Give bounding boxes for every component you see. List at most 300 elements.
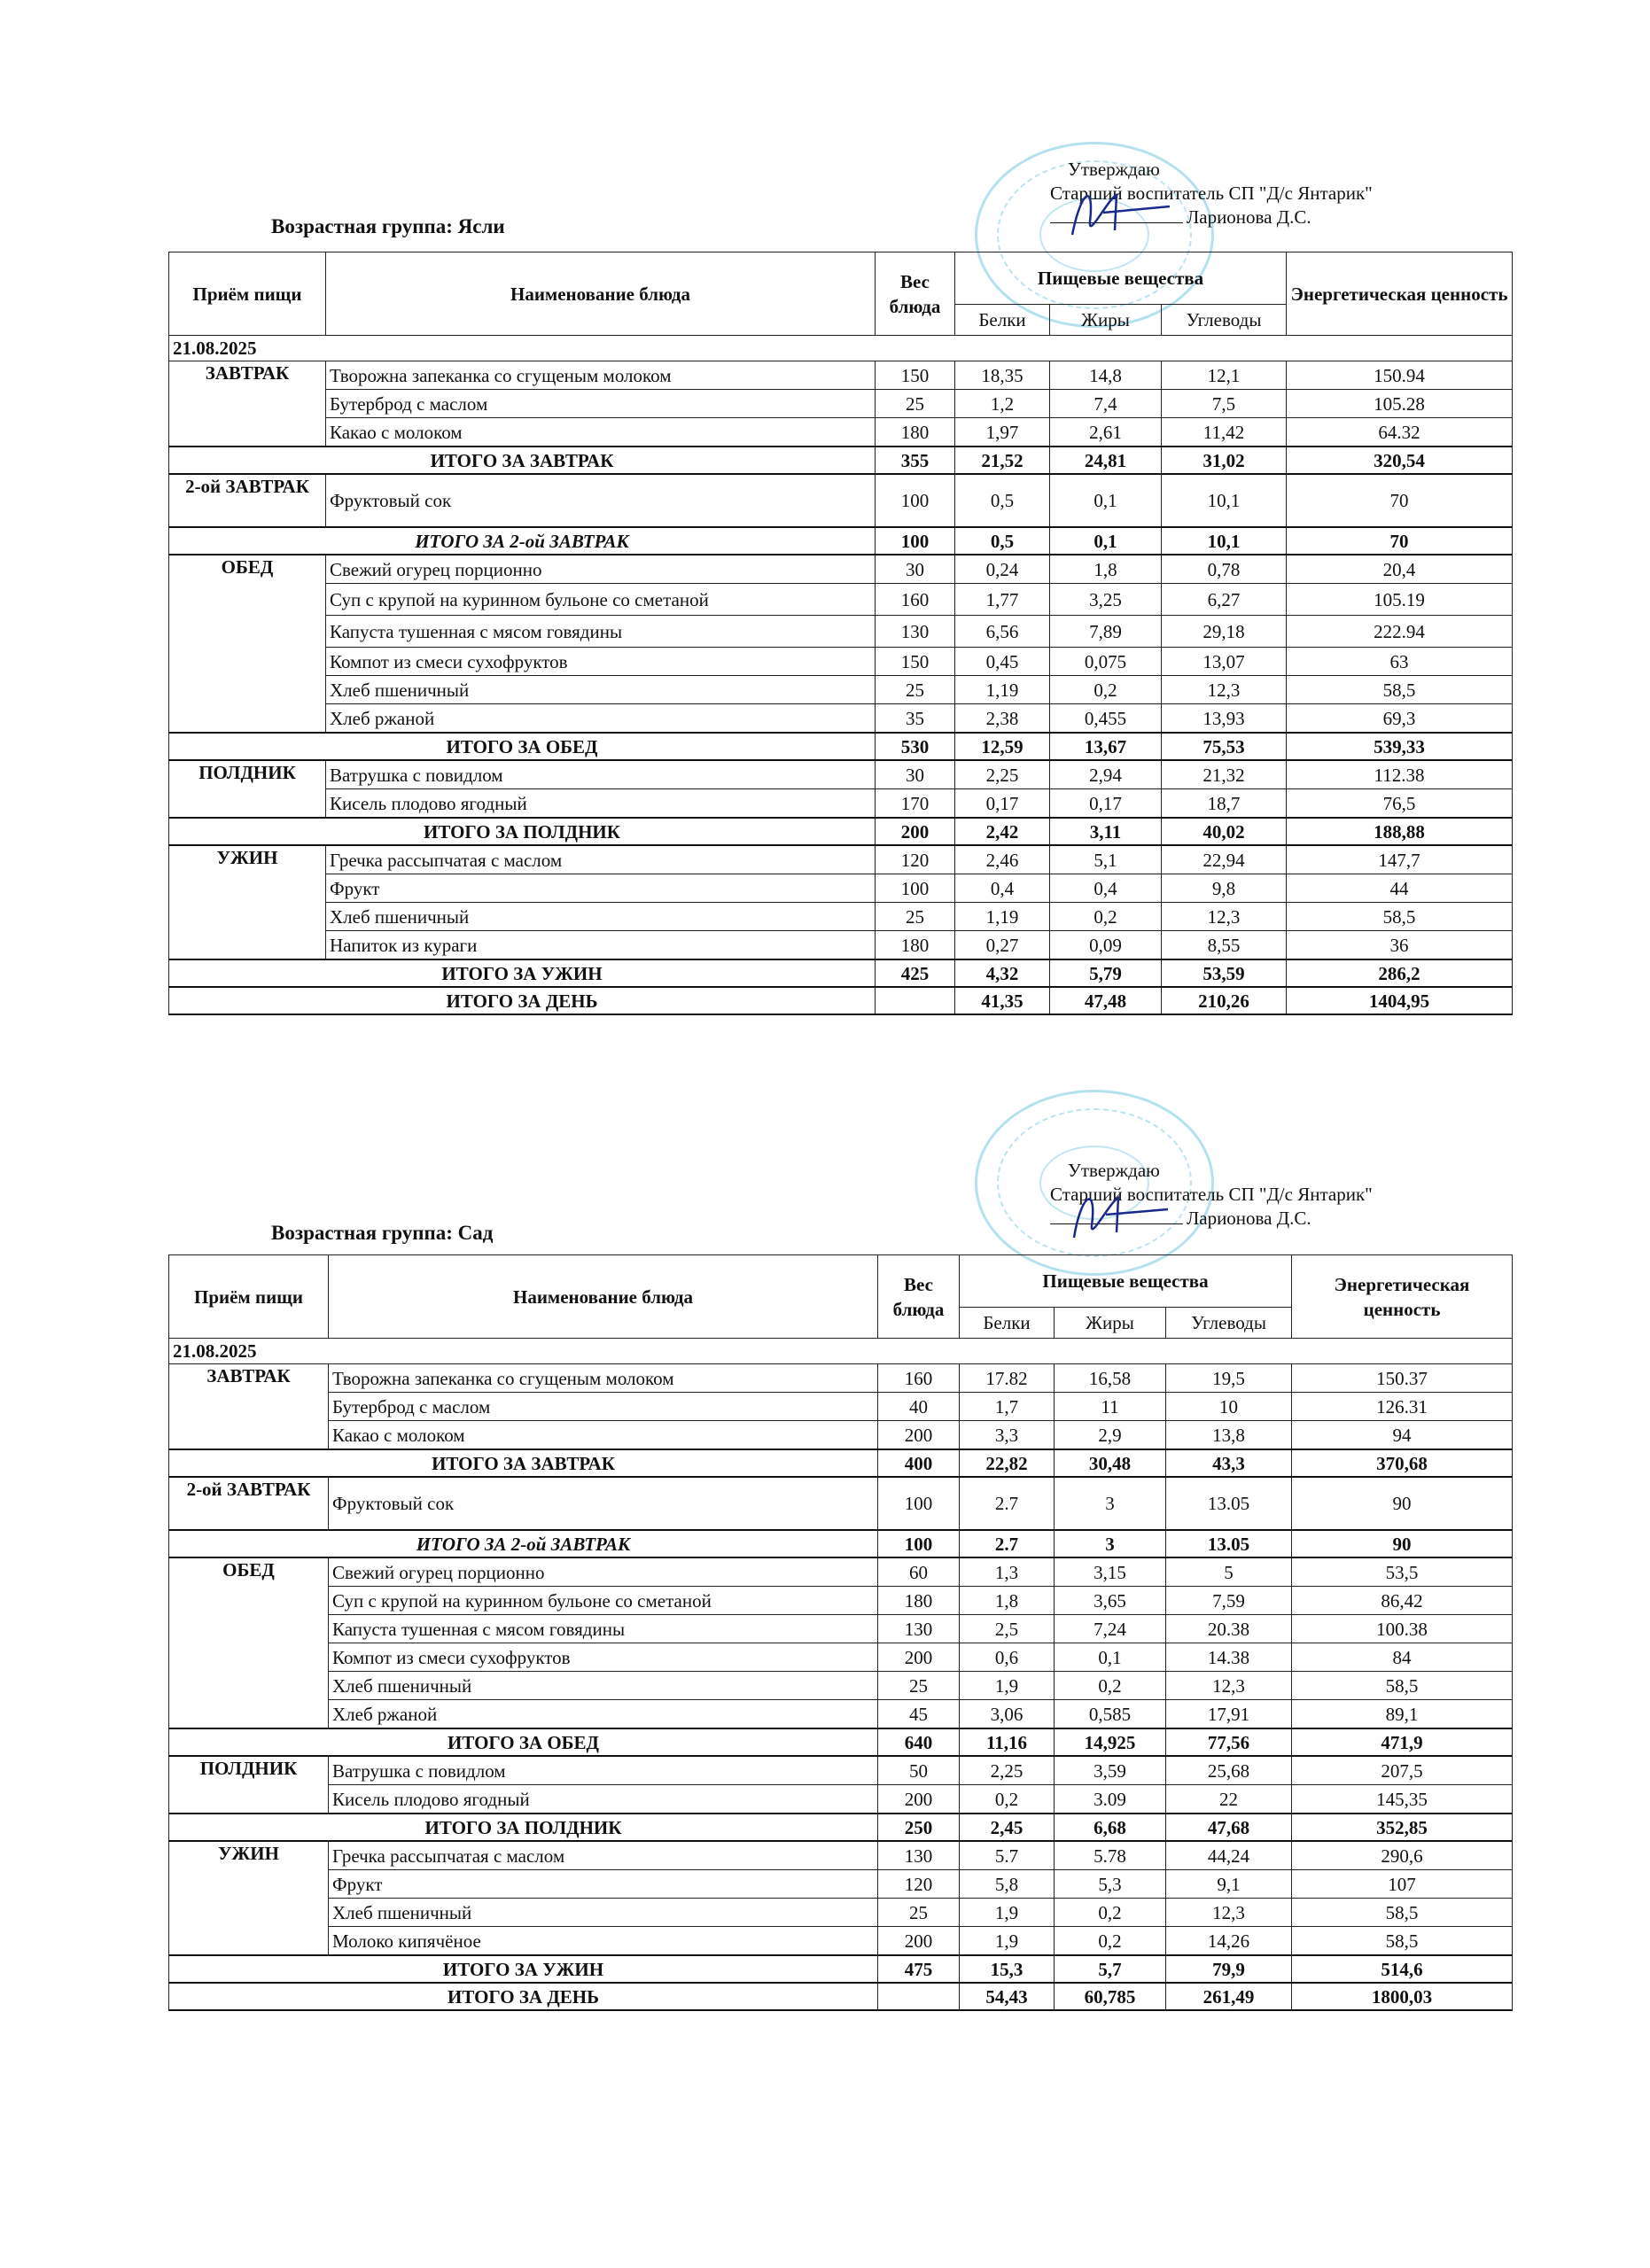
carbs-cell: 6,27 <box>1162 584 1287 616</box>
header-fat: Жиры <box>1055 1308 1166 1339</box>
dish-name: Гречка рассыпчатая с маслом <box>326 845 876 874</box>
energy-cell: 86,42 <box>1292 1587 1513 1615</box>
menu-table-nursery <box>168 252 1513 1015</box>
protein-cell: 0,45 <box>955 648 1050 676</box>
total-label: ИТОГО ЗА 2-ой ЗАВТРАК <box>169 1530 878 1557</box>
weight-cell: 60 <box>878 1557 960 1587</box>
dish-name: Фрукт <box>329 1870 878 1899</box>
protein-cell: 0,5 <box>955 474 1050 527</box>
carbs-cell: 0,78 <box>1162 555 1287 584</box>
day-total-label: ИТОГО ЗА ДЕНЬ <box>169 1983 878 2010</box>
total-weight: 425 <box>876 959 955 987</box>
carbs-cell: 5 <box>1166 1557 1292 1587</box>
dish-name: Кисель плодово ягодный <box>329 1785 878 1814</box>
protein-cell: 1,9 <box>960 1899 1055 1927</box>
protein-cell: 1,97 <box>955 418 1050 447</box>
dish-name: Хлеб ржаной <box>326 704 876 734</box>
meal-name: УЖИН <box>169 1841 329 1955</box>
protein-cell: 3,3 <box>960 1421 1055 1450</box>
protein-cell: 5.7 <box>960 1841 1055 1870</box>
header-nutrients: Пищевые вещества <box>955 252 1287 305</box>
energy-cell: 222.94 <box>1287 616 1513 648</box>
fat-cell: 7,89 <box>1050 616 1162 648</box>
energy-cell: 89,1 <box>1292 1700 1513 1729</box>
meal-name: ЗАВТРАК <box>169 1364 329 1450</box>
total-carbs: 77,56 <box>1166 1728 1292 1756</box>
carbs-cell: 44,24 <box>1166 1841 1292 1870</box>
meal-name: ОБЕД <box>169 1557 329 1728</box>
energy-cell: 105.28 <box>1287 390 1513 418</box>
protein-cell: 1,2 <box>955 390 1050 418</box>
weight-cell: 30 <box>876 760 955 789</box>
table-row <box>169 361 1513 390</box>
fat-cell: 3.09 <box>1055 1785 1166 1814</box>
weight-cell: 180 <box>876 418 955 447</box>
carbs-cell: 9,8 <box>1162 874 1287 903</box>
table-row <box>169 1672 1513 1700</box>
dish-name: Бутерброд с маслом <box>329 1393 878 1421</box>
meal-name: ЗАВТРАК <box>169 361 326 447</box>
energy-cell: 58,5 <box>1287 676 1513 704</box>
day-total-energy: 1800,03 <box>1292 1983 1513 2010</box>
energy-cell: 145,35 <box>1292 1785 1513 1814</box>
dish-name: Какао с молоком <box>326 418 876 447</box>
table-row <box>169 1756 1513 1785</box>
total-energy: 514,6 <box>1292 1955 1513 1983</box>
total-energy: 286,2 <box>1287 959 1513 987</box>
dish-name: Фруктовый сок <box>329 1477 878 1530</box>
energy-cell: 58,5 <box>1292 1927 1513 1956</box>
protein-cell: 1,9 <box>960 1927 1055 1956</box>
dish-name: Компот из смеси сухофруктов <box>329 1643 878 1672</box>
carbs-cell: 12,3 <box>1166 1899 1292 1927</box>
day-total-energy: 1404,95 <box>1287 987 1513 1014</box>
dish-name: Ватрушка с повидлом <box>329 1756 878 1785</box>
total-energy: 90 <box>1292 1530 1513 1557</box>
fat-cell: 0,2 <box>1050 676 1162 704</box>
approval-title: Утверждаю <box>1068 1160 1160 1181</box>
day-total-label: ИТОГО ЗА ДЕНЬ <box>169 987 876 1014</box>
meal-total-row <box>169 818 1513 845</box>
approval-position: Старший воспитатель СП "Д/с Янтарик" <box>1050 1184 1373 1205</box>
carbs-cell: 9,1 <box>1166 1870 1292 1899</box>
carbs-cell: 12,3 <box>1162 676 1287 704</box>
meal-name: ПОЛДНИК <box>169 760 326 818</box>
weight-cell: 200 <box>878 1421 960 1450</box>
dish-name: Ватрушка с повидлом <box>326 760 876 789</box>
dish-name: Хлеб ржаной <box>329 1700 878 1729</box>
energy-cell: 36 <box>1287 931 1513 960</box>
approval-title: Утверждаю <box>1068 159 1160 180</box>
fat-cell: 0,4 <box>1050 874 1162 903</box>
dish-name: Кисель плодово ягодный <box>326 789 876 819</box>
fat-cell: 0,585 <box>1055 1700 1166 1729</box>
day-total-weight <box>878 1983 960 2010</box>
energy-cell: 290,6 <box>1292 1841 1513 1870</box>
dish-name: Бутерброд с маслом <box>326 390 876 418</box>
fat-cell: 3,15 <box>1055 1557 1166 1587</box>
approval-name: Ларионова Д.С. <box>1187 1208 1311 1229</box>
fat-cell: 2,94 <box>1050 760 1162 789</box>
carbs-cell: 17,91 <box>1166 1700 1292 1729</box>
table-row <box>169 1421 1513 1450</box>
total-fat: 6,68 <box>1055 1814 1166 1841</box>
total-carbs: 43,3 <box>1166 1449 1292 1477</box>
total-fat: 30,48 <box>1055 1449 1166 1477</box>
carbs-cell: 7,59 <box>1166 1587 1292 1615</box>
weight-cell: 200 <box>878 1785 960 1814</box>
total-weight: 400 <box>878 1449 960 1477</box>
weight-cell: 45 <box>878 1700 960 1729</box>
fat-cell: 0,2 <box>1055 1927 1166 1956</box>
energy-cell: 84 <box>1292 1643 1513 1672</box>
fat-cell: 0,075 <box>1050 648 1162 676</box>
carbs-cell: 14,26 <box>1166 1927 1292 1956</box>
fat-cell: 3 <box>1055 1477 1166 1530</box>
signature <box>1055 173 1179 248</box>
day-total-protein: 54,43 <box>960 1983 1055 2010</box>
total-fat: 5,7 <box>1055 1955 1166 1983</box>
weight-cell: 170 <box>876 789 955 819</box>
weight-cell: 35 <box>876 704 955 734</box>
total-protein: 15,3 <box>960 1955 1055 1983</box>
fat-cell: 3,65 <box>1055 1587 1166 1615</box>
carbs-cell: 11,42 <box>1162 418 1287 447</box>
total-protein: 2,42 <box>955 818 1050 845</box>
weight-cell: 25 <box>878 1899 960 1927</box>
protein-cell: 6,56 <box>955 616 1050 648</box>
carbs-cell: 13,8 <box>1166 1421 1292 1450</box>
carbs-cell: 25,68 <box>1166 1756 1292 1785</box>
carbs-cell: 8,55 <box>1162 931 1287 960</box>
protein-cell: 2.7 <box>960 1477 1055 1530</box>
dish-name: Хлеб пшеничный <box>329 1899 878 1927</box>
day-total-weight <box>876 987 955 1014</box>
total-energy: 352,85 <box>1292 1814 1513 1841</box>
weight-cell: 50 <box>878 1756 960 1785</box>
carbs-cell: 20.38 <box>1166 1615 1292 1643</box>
total-protein: 21,52 <box>955 447 1050 474</box>
protein-cell: 1,9 <box>960 1672 1055 1700</box>
total-protein: 11,16 <box>960 1728 1055 1756</box>
weight-cell: 200 <box>878 1927 960 1956</box>
meal-total-row <box>169 447 1513 474</box>
dish-name: Фруктовый сок <box>326 474 876 527</box>
total-energy: 70 <box>1287 527 1513 555</box>
carbs-cell: 12,1 <box>1162 361 1287 390</box>
meal-total-row <box>169 1530 1513 1557</box>
approval-name: Ларионова Д.С. <box>1187 206 1311 228</box>
energy-cell: 44 <box>1287 874 1513 903</box>
table-row <box>169 1899 1513 1927</box>
table-row <box>169 418 1513 447</box>
total-label: ИТОГО ЗА ОБЕД <box>169 733 876 760</box>
total-energy: 471,9 <box>1292 1728 1513 1756</box>
total-label: ИТОГО ЗА УЖИН <box>169 959 876 987</box>
total-label: ИТОГО ЗА УЖИН <box>169 1955 878 1983</box>
total-protein: 2.7 <box>960 1530 1055 1557</box>
energy-cell: 147,7 <box>1287 845 1513 874</box>
fat-cell: 0,1 <box>1055 1643 1166 1672</box>
total-carbs: 10,1 <box>1162 527 1287 555</box>
total-fat: 13,67 <box>1050 733 1162 760</box>
header-nutrients: Пищевые вещества <box>960 1255 1292 1308</box>
fat-cell: 3,25 <box>1050 584 1162 616</box>
table-row <box>169 676 1513 704</box>
energy-cell: 63 <box>1287 648 1513 676</box>
protein-cell: 2,25 <box>960 1756 1055 1785</box>
dish-name: Суп с крупой на куринном бульоне со сметаной <box>326 584 876 616</box>
total-carbs: 13.05 <box>1166 1530 1292 1557</box>
energy-cell: 100.38 <box>1292 1615 1513 1643</box>
protein-cell: 2,25 <box>955 760 1050 789</box>
weight-cell: 200 <box>878 1643 960 1672</box>
fat-cell: 7,4 <box>1050 390 1162 418</box>
fat-cell: 11 <box>1055 1393 1166 1421</box>
table-row <box>169 1557 1513 1587</box>
protein-cell: 1,19 <box>955 903 1050 931</box>
fat-cell: 3,59 <box>1055 1756 1166 1785</box>
table-row <box>169 555 1513 584</box>
weight-cell: 100 <box>876 474 955 527</box>
carbs-cell: 12,3 <box>1162 903 1287 931</box>
table-row <box>169 1393 1513 1421</box>
weight-cell: 180 <box>878 1587 960 1615</box>
carbs-cell: 22 <box>1166 1785 1292 1814</box>
day-total-carbs: 261,49 <box>1166 1983 1292 2010</box>
total-label: ИТОГО ЗА ЗАВТРАК <box>169 447 876 474</box>
dish-name: Молоко кипячёное <box>329 1927 878 1956</box>
carbs-cell: 10 <box>1166 1393 1292 1421</box>
dish-name: Творожна запеканка со сгущеным молоком <box>326 361 876 390</box>
header-energy: Энергетическая ценность <box>1292 1255 1513 1339</box>
weight-cell: 130 <box>876 616 955 648</box>
table-row <box>169 648 1513 676</box>
energy-cell: 150.94 <box>1287 361 1513 390</box>
energy-cell: 53,5 <box>1292 1557 1513 1587</box>
fat-cell: 5.78 <box>1055 1841 1166 1870</box>
table-row <box>169 1870 1513 1899</box>
protein-cell: 0,17 <box>955 789 1050 819</box>
fat-cell: 0,1 <box>1050 474 1162 527</box>
table-row <box>169 1587 1513 1615</box>
header-carbs: Углеводы <box>1166 1308 1292 1339</box>
menu-date: 21.08.2025 <box>169 336 1513 361</box>
protein-cell: 17.82 <box>960 1364 1055 1393</box>
day-total-carbs: 210,26 <box>1162 987 1287 1014</box>
weight-cell: 40 <box>878 1393 960 1421</box>
header-energy: Энергетическая ценность <box>1287 252 1513 336</box>
table-row <box>169 584 1513 616</box>
header-weight: Вес блюда <box>876 252 955 336</box>
protein-cell: 1,3 <box>960 1557 1055 1587</box>
fat-cell: 2,61 <box>1050 418 1162 447</box>
total-label: ИТОГО ЗА ПОЛДНИК <box>169 818 876 845</box>
header-dish: Наименование блюда <box>329 1255 878 1339</box>
dish-name: Какао с молоком <box>329 1421 878 1450</box>
protein-cell: 2,38 <box>955 704 1050 734</box>
total-fat: 3 <box>1055 1530 1166 1557</box>
total-fat: 5,79 <box>1050 959 1162 987</box>
energy-cell: 150.37 <box>1292 1364 1513 1393</box>
energy-cell: 76,5 <box>1287 789 1513 819</box>
meal-total-row <box>169 1814 1513 1841</box>
carbs-cell: 12,3 <box>1166 1672 1292 1700</box>
weight-cell: 120 <box>878 1870 960 1899</box>
fat-cell: 5,1 <box>1050 845 1162 874</box>
carbs-cell: 10,1 <box>1162 474 1287 527</box>
total-carbs: 75,53 <box>1162 733 1287 760</box>
protein-cell: 1,8 <box>960 1587 1055 1615</box>
protein-cell: 2,5 <box>960 1615 1055 1643</box>
dish-name: Фрукт <box>326 874 876 903</box>
carbs-cell: 22,94 <box>1162 845 1287 874</box>
table-row <box>169 845 1513 874</box>
meal-total-row <box>169 527 1513 555</box>
signature <box>1055 1174 1179 1249</box>
table-row <box>169 1785 1513 1814</box>
meal-name: 2-ой ЗАВТРАК <box>169 1477 329 1530</box>
protein-cell: 0,6 <box>960 1643 1055 1672</box>
fat-cell: 0,2 <box>1050 903 1162 931</box>
protein-cell: 0,4 <box>955 874 1050 903</box>
total-weight: 100 <box>878 1530 960 1557</box>
weight-cell: 130 <box>878 1841 960 1870</box>
total-weight: 530 <box>876 733 955 760</box>
table-row <box>169 616 1513 648</box>
weight-cell: 25 <box>876 390 955 418</box>
meal-total-row <box>169 1728 1513 1756</box>
table-row <box>169 874 1513 903</box>
total-carbs: 40,02 <box>1162 818 1287 845</box>
dish-name: Свежий огурец порционно <box>329 1557 878 1587</box>
total-label: ИТОГО ЗА 2-ой ЗАВТРАК <box>169 527 876 555</box>
total-fat: 0,1 <box>1050 527 1162 555</box>
protein-cell: 2,46 <box>955 845 1050 874</box>
meal-total-row <box>169 1449 1513 1477</box>
fat-cell: 2,9 <box>1055 1421 1166 1450</box>
total-label: ИТОГО ЗА ЗАВТРАК <box>169 1449 878 1477</box>
day-total-row <box>169 987 1513 1014</box>
meal-total-row <box>169 733 1513 760</box>
carbs-cell: 14.38 <box>1166 1643 1292 1672</box>
meal-name: УЖИН <box>169 845 326 959</box>
table-row <box>169 1364 1513 1393</box>
energy-cell: 70 <box>1287 474 1513 527</box>
header-protein: Белки <box>955 305 1050 336</box>
dish-name: Хлеб пшеничный <box>326 903 876 931</box>
table-row <box>169 1477 1513 1530</box>
dish-name: Хлеб пшеничный <box>329 1672 878 1700</box>
carbs-cell: 13,93 <box>1162 704 1287 734</box>
carbs-cell: 13,07 <box>1162 648 1287 676</box>
total-energy: 539,33 <box>1287 733 1513 760</box>
total-protein: 22,82 <box>960 1449 1055 1477</box>
table-row <box>169 390 1513 418</box>
group-title: Возрастная группа: Ясли <box>271 215 505 237</box>
table-row <box>169 789 1513 819</box>
dish-name: Творожна запеканка со сгущеным молоком <box>329 1364 878 1393</box>
total-weight: 200 <box>876 818 955 845</box>
carbs-cell: 29,18 <box>1162 616 1287 648</box>
energy-cell: 69,3 <box>1287 704 1513 734</box>
weight-cell: 25 <box>876 903 955 931</box>
fat-cell: 0,09 <box>1050 931 1162 960</box>
dish-name: Напиток из кураги <box>326 931 876 960</box>
fat-cell: 5,3 <box>1055 1870 1166 1899</box>
protein-cell: 3,06 <box>960 1700 1055 1729</box>
table-row <box>169 1615 1513 1643</box>
weight-cell: 100 <box>878 1477 960 1530</box>
header-meal: Приём пищи <box>169 252 326 336</box>
total-energy: 188,88 <box>1287 818 1513 845</box>
fat-cell: 16,58 <box>1055 1364 1166 1393</box>
table-row <box>169 760 1513 789</box>
carbs-cell: 18,7 <box>1162 789 1287 819</box>
table-row <box>169 474 1513 527</box>
day-total-fat: 47,48 <box>1050 987 1162 1014</box>
dish-name: Гречка рассыпчатая с маслом <box>329 1841 878 1870</box>
dish-name: Свежий огурец порционно <box>326 555 876 584</box>
dish-name: Капуста тушенная с мясом говядины <box>329 1615 878 1643</box>
total-carbs: 47,68 <box>1166 1814 1292 1841</box>
weight-cell: 130 <box>878 1615 960 1643</box>
meal-total-row <box>169 959 1513 987</box>
header-meal: Приём пищи <box>169 1255 329 1339</box>
weight-cell: 160 <box>876 584 955 616</box>
total-protein: 4,32 <box>955 959 1050 987</box>
total-label: ИТОГО ЗА ОБЕД <box>169 1728 878 1756</box>
header-protein: Белки <box>960 1308 1055 1339</box>
energy-cell: 107 <box>1292 1870 1513 1899</box>
weight-cell: 180 <box>876 931 955 960</box>
day-total-fat: 60,785 <box>1055 1983 1166 2010</box>
group-title: Возрастная группа: Сад <box>271 1222 494 1244</box>
protein-cell: 5,8 <box>960 1870 1055 1899</box>
total-carbs: 79,9 <box>1166 1955 1292 1983</box>
weight-cell: 100 <box>876 874 955 903</box>
total-weight: 640 <box>878 1728 960 1756</box>
total-weight: 100 <box>876 527 955 555</box>
carbs-cell: 21,32 <box>1162 760 1287 789</box>
energy-cell: 112.38 <box>1287 760 1513 789</box>
weight-cell: 150 <box>876 361 955 390</box>
energy-cell: 58,5 <box>1292 1672 1513 1700</box>
total-weight: 355 <box>876 447 955 474</box>
table-row <box>169 903 1513 931</box>
table-row <box>169 1643 1513 1672</box>
energy-cell: 207,5 <box>1292 1756 1513 1785</box>
protein-cell: 18,35 <box>955 361 1050 390</box>
header-carbs: Углеводы <box>1162 305 1287 336</box>
total-protein: 12,59 <box>955 733 1050 760</box>
total-label: ИТОГО ЗА ПОЛДНИК <box>169 1814 878 1841</box>
fat-cell: 14,8 <box>1050 361 1162 390</box>
approval-position: Старший воспитатель СП "Д/с Янтарик" <box>1050 183 1373 204</box>
carbs-cell: 7,5 <box>1162 390 1287 418</box>
carbs-cell: 19,5 <box>1166 1364 1292 1393</box>
dish-name: Капуста тушенная с мясом говядины <box>326 616 876 648</box>
weight-cell: 25 <box>878 1672 960 1700</box>
fat-cell: 0,2 <box>1055 1899 1166 1927</box>
energy-cell: 90 <box>1292 1477 1513 1530</box>
energy-cell: 94 <box>1292 1421 1513 1450</box>
energy-cell: 58,5 <box>1292 1899 1513 1927</box>
dish-name: Суп с крупой на куринном бульоне со сметаной <box>329 1587 878 1615</box>
weight-cell: 25 <box>876 676 955 704</box>
total-energy: 320,54 <box>1287 447 1513 474</box>
meal-name: ПОЛДНИК <box>169 1756 329 1814</box>
